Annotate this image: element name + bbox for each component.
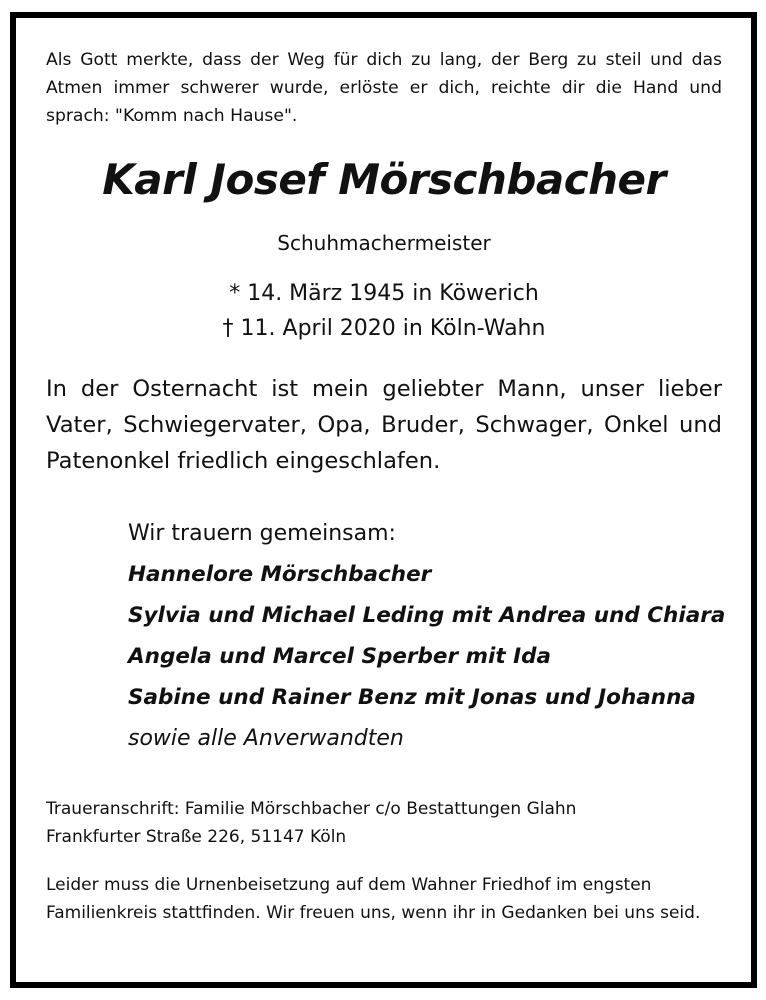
life-dates bbox=[46, 276, 722, 346]
announcement-text: In der Osternacht ist mein geliebter Mann, unser lieber Vater, Schwiegervater, Opa, Bruder, Schwager, Onkel und Patenonkel friedlich eingeschlafen. bbox=[46, 376, 722, 474]
mourners-closing: sowie alle Anverwandten bbox=[128, 726, 404, 751]
birth-date: * 14. März 1945 in Köwerich bbox=[229, 281, 539, 306]
obituary-content bbox=[46, 46, 726, 927]
mourner-name: Sylvia und Michael Leding mit Andrea und Chiara bbox=[128, 603, 726, 628]
death-date: † 11. April 2020 in Köln-Wahn bbox=[222, 316, 546, 341]
deceased-name: Karl Josef Mörschbacher bbox=[102, 155, 666, 204]
burial-notice: Leider muss die Urnenbeisetzung auf dem Wahner Friedhof im engsten Familienkreis stattfinden. Wir freuen uns, wenn ihr in Gedanken bei uns seid. bbox=[46, 875, 701, 923]
mourner-name: Hannelore Mörschbacher bbox=[128, 562, 432, 587]
obituary-frame bbox=[10, 12, 757, 988]
deceased-profession: Schuhmachermeister bbox=[277, 231, 491, 255]
address-line-2: Frankfurter Straße 226, 51147 Köln bbox=[46, 827, 347, 847]
mourners-heading: Wir trauern gemeinsam: bbox=[128, 521, 396, 546]
poem-text: Als Gott merkte, dass der Weg für dich zu lang, der Berg zu steil und das Atmen immer schwerer wurde, erlöste er dich, reichte dir die Hand und sprach: "Komm nach Hause". bbox=[46, 50, 722, 126]
mourner-name: Sabine und Rainer Benz mit Jonas und Johanna bbox=[128, 685, 696, 710]
address-line-1: Traueranschrift: Familie Mörschbacher c/o Bestattungen Glahn bbox=[46, 799, 577, 819]
mourner-name: Angela und Marcel Sperber mit Ida bbox=[128, 644, 552, 669]
mourning-address bbox=[46, 795, 722, 851]
mourners-block bbox=[128, 513, 726, 759]
